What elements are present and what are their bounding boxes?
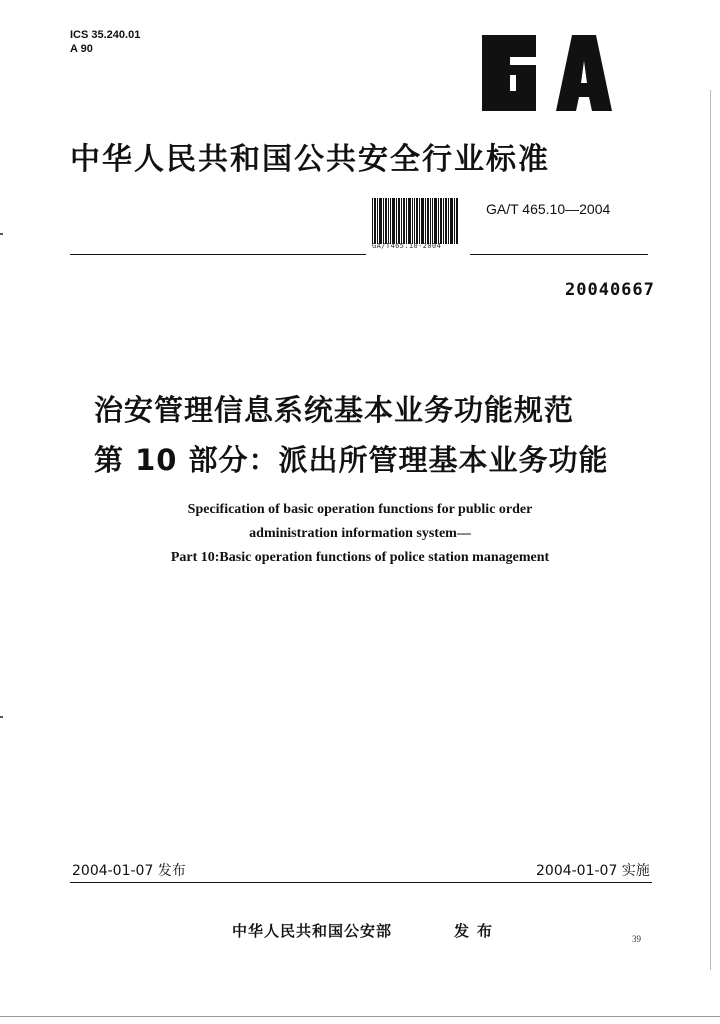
barcode-image: [372, 198, 458, 244]
ccs-code: A 90: [70, 43, 93, 55]
issue-date: 2004-01-07 发布: [72, 863, 186, 879]
scan-mark: [0, 716, 3, 718]
ics-classification: [70, 28, 140, 56]
logo-letter-a: [556, 35, 612, 111]
barcode-caption: GA/T465.10-2004: [372, 242, 442, 250]
footer-rule: [70, 882, 652, 883]
english-title-line-3: Part 10:Basic operation functions of police station management: [170, 550, 550, 565]
chinese-title-line-1: 治安管理信息系统基本业务功能规范: [94, 393, 575, 427]
implementation-date: 2004-01-07 实施: [536, 863, 650, 879]
scan-edge-line: [710, 90, 711, 970]
english-title-line-1: Specification of basic operation functions for public order: [187, 502, 533, 517]
document-serial-number: 20040667: [565, 280, 655, 300]
header-rule-left: [70, 254, 366, 255]
ga-logo: [472, 35, 616, 111]
scan-mark: [0, 233, 3, 235]
publish-label: 发布: [454, 922, 501, 940]
standard-code: GA/T 465.10—2004: [486, 201, 611, 217]
page-number: 39: [632, 934, 641, 944]
english-title-line-2: administration information system—: [249, 526, 471, 541]
logo-letter-g: [482, 35, 536, 111]
standard-category-title: 中华人民共和国公共安全行业标准: [70, 142, 550, 177]
ics-code: ICS 35.240.01: [70, 29, 141, 41]
chinese-title-line-2: 第 10 部分：派出所管理基本业务功能: [94, 443, 609, 477]
header-rule-right: [470, 254, 648, 255]
publisher-name: 中华人民共和国公安部: [232, 922, 393, 940]
scan-bottom-line: [0, 1016, 720, 1017]
